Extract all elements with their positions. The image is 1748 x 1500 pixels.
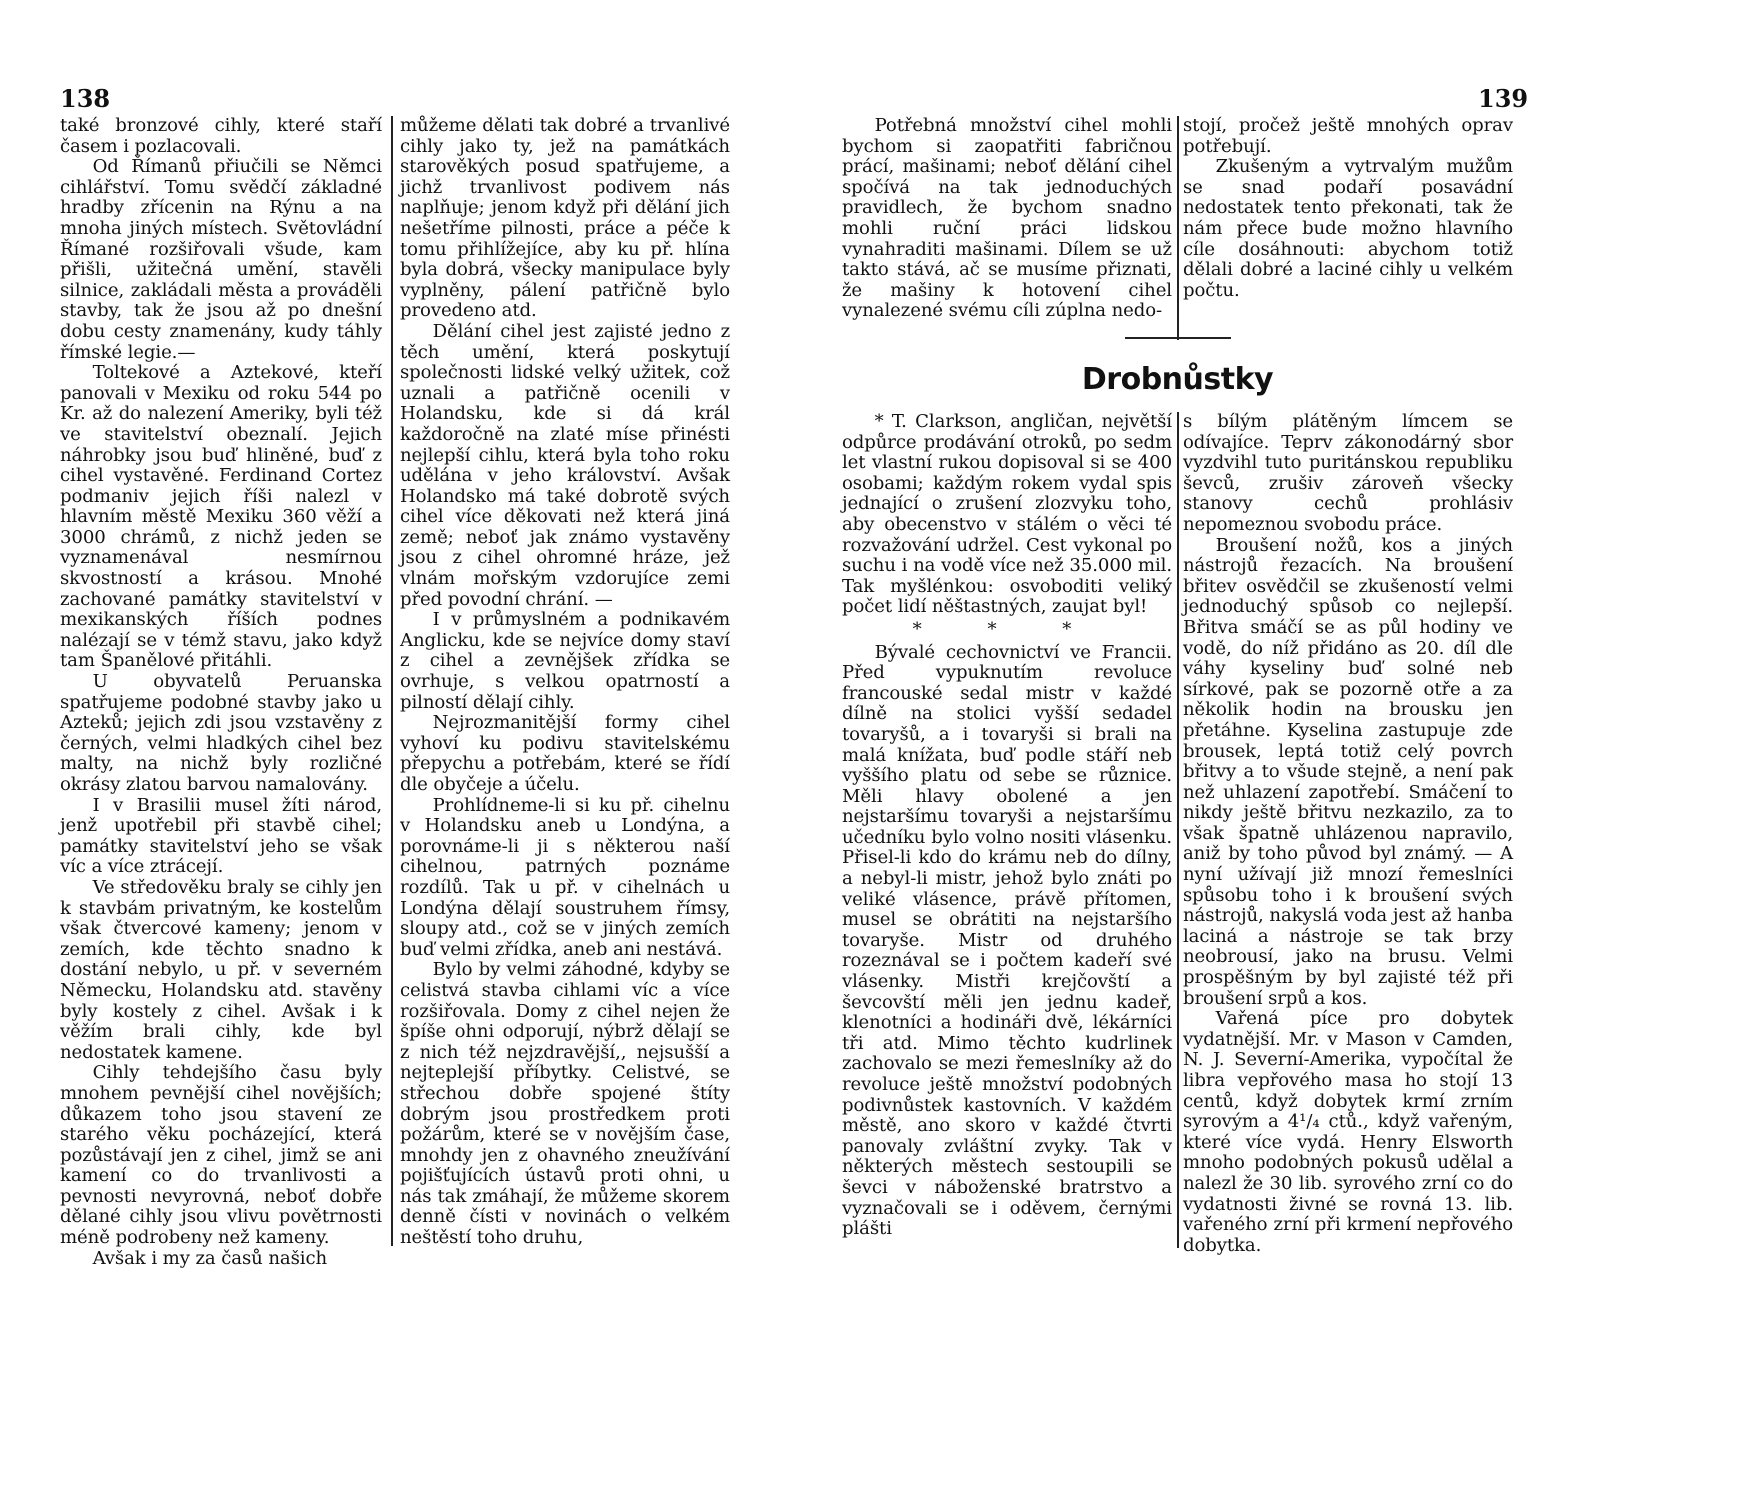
section-separator: * * * (912, 618, 1102, 640)
paragraph: Prohlídneme-li si ku př. cihelnu v Holandsku aneb u Londýna, a porovnáme-li ji s některou naší cihelnou, patrných poznáme rozdílů. Tak u př. v cihelnách u Londýna dělají soustruhem římsy, sloupy atd., což se v jiných zemích buď velmi zřídka, aneb ani nestává. (400, 794, 730, 960)
page-number-right: 139 (1478, 84, 1529, 113)
right-bottom-column-2 (1183, 412, 1513, 1256)
right-top-column-1 (842, 116, 1172, 322)
column-rule (391, 116, 393, 1246)
paragraph: Potřebná množství cihel mohli bychom si zaopatřiti fabričnou prácí, mašinami; neboť dělání cihel spočívá na tak jednoduchých pravidlech, že bychom snadno mohli ruční práci lidskou vynahraditi mašinami. Dílem se už takto stává, ač se musíme přiznati, že mašiny k hotovení cihel vynalezené svému cíli zúplna nedo- (842, 115, 1172, 322)
paragraph: Nejrozmanitější formy cihel vyhoví ku podivu stavitelskému přepychu a potřebám, které se řídí dle obyčeje a účelu. (400, 712, 730, 795)
paragraph: s bílým plátěným límcem se odívajíce. Teprv zákonodárný sbor vyzdvihl tuto puritánskou republiku ševců, zrušiv zároveň všecky stanovy cechů prohlásiv nepomeznou svobodu práce. (1183, 411, 1513, 535)
paragraph: U obyvatelů Peruanska spatřujeme podobné stavby jako u Azteků; jejich zdi jsou vzstavěny z černých, velmi hladkých cihel bez malty, na nichž byly rozličné okrásy zlatou barvou namalovány. (60, 671, 382, 795)
paragraph: Toltekové a Aztekové, kteří panovali v Mexiku od roku 544 po Kr. až do nalezení Ameriky, byli též ve stavitelství obeznalí. Jejich náhrobky jsou buď hliněné, buď z cihel vystavěné. Ferdinand Cortez podmaniv jejich říši nalezl v hlavním městě Mexiku 360 věží a 3000 chrámů, z nichž jeden se vyznamenával nesmírnou skvostností a krásou. Mnohé zachované památky stavitelství v mexikanských říších podnes nalézají se v témž stavu, jako když tam Španělové přitáhli. (60, 362, 382, 672)
paragraph: I v Brasilii musel žíti národ, jenž upotřebil při stavbě cihel; památky stavitelství jeho se však víc a více ztrácejí. (60, 794, 382, 878)
paragraph: Zkušeným a vytrvalým mužům se snad podaří posavádní nedostatek tento překonati, tak že nám přece bude možno hlavního cíle dosáhnouti: abychom totiž dělali dobré a laciné cihly u velkém počtu. (1183, 156, 1513, 301)
paragraph: Ve středověku braly se cihly jen k stavbám privatným, ke kostelům však čtvercové kameny; jenom v zemích, kde těchto snadno k dostání nebylo, u př. v severném Německu, Holandsku atd. stavěny byly kostely z cihel. Avšak i k věžím brali cihly, kde byl nedostatek kamene. (60, 876, 382, 1063)
column-rule (1177, 116, 1179, 340)
right-top-column-2 (1183, 116, 1513, 301)
paragraph: Bývalé cechovnictví ve Francii. Před vypuknutím revoluce francouské sedal mistr v každé dílně na stolici vyšší sedadel tovaryšů, a i tovaryši si brali na malá knížata, buď podle stáří neb vyššího platu od sebe se různice. Měli hlavy obolené a jen nejstaršímu tovaryši a nejstaršímu učedníku bylo volno nositi vlásenku. Přisel-li kdo do krámu neb do dílny, a nebyl-li mistr, jehož bylo znáti po veliké vlásence, právě přítomen, musel se obrátiti na nejstaršího tovaryše. Mistr od druhého rozeznával se i počtem kadeří své vlásenky. Mistři krejčovští a ševcovští měli jen jednu kadeř, klenotníci a hodináři dvě, lékárníci tři atd. Mimo těchto kudrlinek zachovalo se mezi řemeslníky až do revoluce ještě množství podobných podivnůstek kastovních. V každém městě, ano skoro v každé čtvrti panovaly zvláštní zvyky. Tak v některých městech sestoupili se ševci v náboženské bratrstvo a vyznačovali se i oděvem, černými plášti (842, 641, 1172, 1240)
section-title: Drobnůstky (1081, 362, 1274, 397)
paragraph: Vařená píce pro dobytek vydatnější. Mr. v Mason v Camden, N. J. Severní-Amerika, vypočítal že libra vepřového masa ho stojí 13 centů, když dobytek krmí zrním syrovým a 4¹/₄ ctů., když vařeným, které více vydá. Henry Elsworth mnoho podobných pokusů udělal a nalezl že 30 lib. syrového zrní co do vydatnosti živné se rovná 13. lib. vařeného zrní při krmení nepřového dobytka. (1183, 1008, 1513, 1256)
paragraph: Avšak i my za časů našich (92, 1247, 328, 1269)
paragraph: * T. Clarkson, angličan, největší odpůrce prodávání otroků, po sedm let vlastní rukou dopisoval si se 400 osobami; každým rokem vydal spis jednající o zrušení zlozvyku toho, aby obecenstvo v stálém o věci té rozvažování udržel. Cest vykonal po suchu i na vodě více než 35.000 mil. Tak myšlénkou: osvoboditi veliký počet lidí něštastných, zaujat byl! (842, 411, 1172, 618)
paragraph: stojí, pročež ještě mnohých oprav potřebují. (1183, 115, 1513, 157)
paragraph: Broušení nožů, kos a jiných nástrojů řezacích. Na broušení břitev osvědčil se zkušeností velmi jednoduchý spůsob co nejlepší. Břitva smáčí se as půl hodiny ve vodě, do níž přidáno as 20. díl dle váhy kyseliny buď solné neb sírkové, pak se pozorně otře a za několik hodin na brousku jen přetáhne. Kyselina zastupuje zde brousek, leptá totiž celý povrch břitvy a to všude stejně, a není pak než uhlazení zapotřebí. Smáčení to nikdy ještě břitvu nezkazilo, za to však špatně uhlázenou napravilo, aniž by toho původ byl známý. — A nyní užívají již mnozí řemeslníci spůsobu toho i k broušení svých nástrojů, nakyslá voda jest až hanba laciná a nástroje se tak brzy neobrousí, jako na brusu. Velmi prospěšným by byl zajisté též při broušení srpů a kos. (1183, 534, 1513, 1009)
left-column-2 (400, 116, 730, 1249)
page-number-left: 138 (60, 84, 111, 113)
paragraph: Cihly tehdejšího času byly mnohem pevnější cihel novějších; důkazem toho jsou stavení ze starého věku pocházející, která pozůstávají jen z cihel, jimž se ani kamení co do trvanlivosti a pevnosti nevyrovná, neboť dobře dělané cihly jsou vlivu povětrnosti méně podrobeny než kameny. (60, 1062, 382, 1249)
paragraph: Od Římanů přiučili se Němci cihlářství. Tomu svědčí základné hradby zřícenin na Rýnu a na mnoha jiných místech. Světovládní Římané rozšiřovali všude, kam přišli, užitečná umění, stavěli silnice, zakládali města a prováděli stavby, tak že jsou až po dnešní dobu cesty znamenány, kudy táhly římské legie.— (60, 156, 382, 363)
paragraph: I v průmyslném a podnikavém Anglicku, kde se nejvíce domy staví z cihel a zevnějšek zřídka se ovrhuje, s velkou opatrností a pilností dělají cihly. (400, 609, 730, 713)
section-divider (1125, 337, 1231, 339)
right-bottom-column-1 (842, 412, 1172, 1240)
paragraph: můžeme dělati tak dobré a trvanlivé cihly jako ty, jež na památkách starověkých posud spatřujeme, a jichž trvanlivost podivem nás naplňuje; jenom když při dělání jich nešetříme pilnosti, práce a péče k tomu přihlížejíce, aby ku př. hlína byla dobrá, všecky manipulace byly vyplněny, pálení patřičně bylo provedeno atd. (400, 115, 730, 322)
column-rule (1177, 412, 1179, 1248)
paragraph: Dělání cihel jest zajisté jedno z těch umění, která poskytují společnosti lidské velký užitek, což uznali a patřičně ocenili v Holandsku, kde si dá král každoročně na zlaté míse přinésti nejlepší cihlu, která byla toho roku udělána v jeho království. Avšak Holandsko má také dobrotě svých cihel více děkovati než která jiná země; neboť jak známo vystavěny jsou z cihel ohromné hráze, jež vlnám mořským vzdorujíce zemi před povodní chrání. — (400, 320, 730, 610)
paragraph: také bronzové cihly, které staří časem i pozlacovali. (60, 115, 382, 157)
paragraph: Bylo by velmi záhodné, kdyby se celistvá stavba cihlami víc a více rozšiřovala. Domy z cihel nejen že špíše ohni odporují, nýbrž dělají se z nich též nejzdravější,, nejsušší a nejteplejší příbytky. Celistvé, se střechou dobře spojené štíty dobrým jsou prostředkem proti požárům, které se v novějším čase, mnohdy jen z ohavného zneužívání pojišťujících ústavů proti ohni, u nás tak zmáhají, že můžeme skorem denně čísti v novinách o velkém neštěstí toho druhu, (400, 959, 730, 1249)
left-column-1 (60, 116, 382, 1269)
